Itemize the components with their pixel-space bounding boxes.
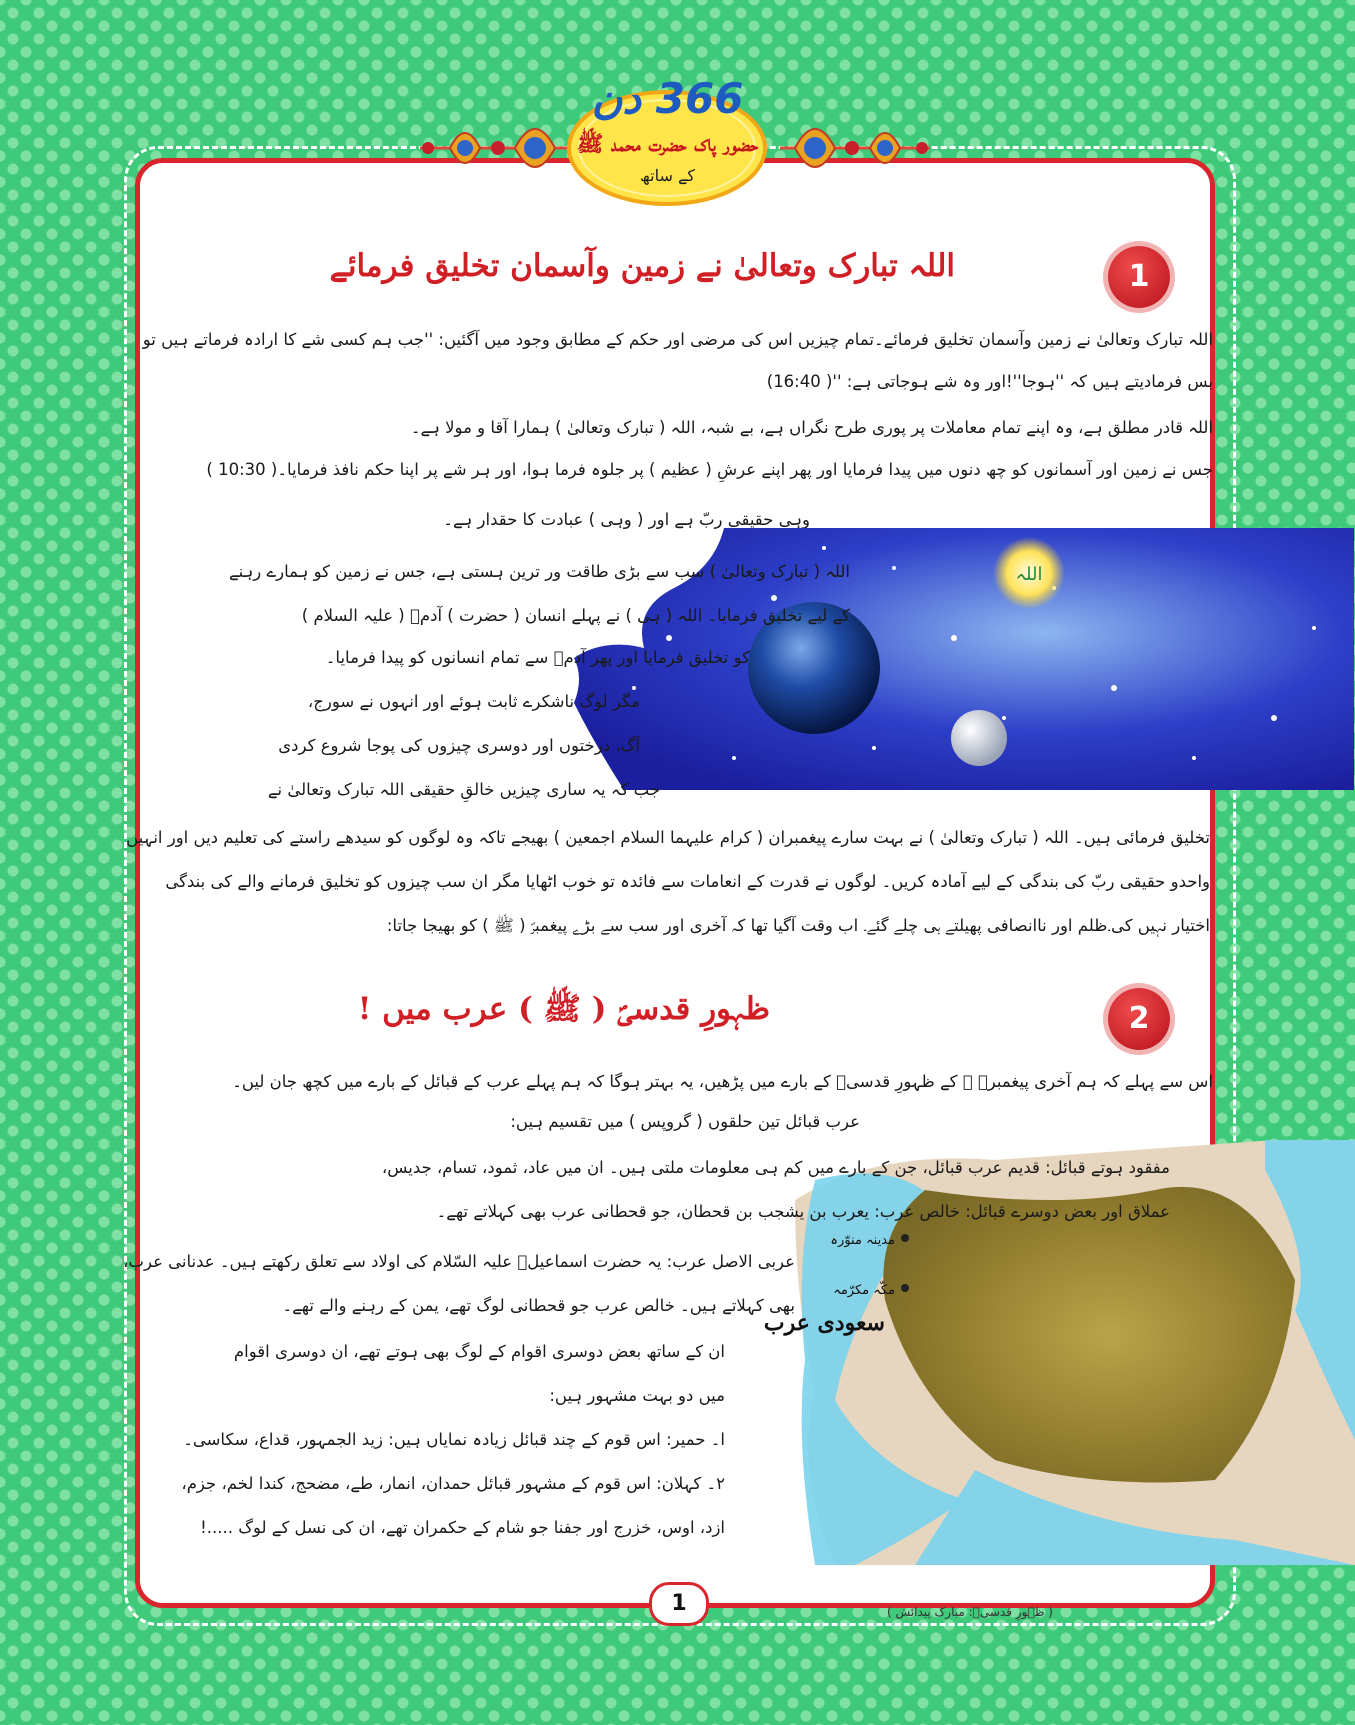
map-country-label: سعودی عرب (763, 1310, 885, 1336)
s2-line-4: عملاق اور بعض دوسرے قبائل: خالص عرب: یعرب بن یشجب بن قحطان، جو قحطانی عرب بھی کہلاتے تھے۔ (436, 1202, 1170, 1221)
badge-subtitle: کے ساتھ (640, 166, 695, 185)
s1-line-8: کو تخلیق فرمایا اور پھر آدمؑ سے تمام انسانوں کو پیدا فرمایا۔ (325, 648, 750, 667)
s1-line-11: جب کہ یہ ساری چیزیں خالقِ حقیقی اللہ تبارک وتعالیٰ نے (267, 780, 660, 799)
section-1-heading: اللہ تبارک وتعالیٰ نے زمین وآسمان تخلیق فرمائے (329, 248, 955, 284)
map-caption: ( ظہورِ قدسیؐ: مبارک پیدائش ) (887, 1605, 1053, 1619)
s2-line-3: مفقود ہوتے قبائل: قدیم عرب قبائل، جن کے بارے میں کم ہی معلومات ملتی ہیں۔ ان میں عاد، ثمود، تسام، جدیس، (381, 1158, 1170, 1177)
section-1-number: 1 (1108, 246, 1170, 308)
s2-line-7: ان کے ساتھ بعض دوسری اقوام کے لوگ بھی ہوتے تھے، ان دوسری اقوام (233, 1342, 725, 1361)
s1-line-4: جس نے زمین اور آسمانوں کو چھ دنوں میں پیدا فرمایا اور پھر اپنے عرشِ ( عظیم ) پر جلوہ فرما ہوا، اور ہر شے پر اپنا حکم نافذ فرمایا۔( 10:30 ) (206, 460, 1213, 479)
page-number: 1 (649, 1582, 709, 1626)
s1-line-2: بس فرمادیتے ہیں کہ ''ہوجا''!اور وہ شے ہوجاتی ہے: ''( 16:40) (766, 372, 1213, 391)
map-city-makkah: مکّہ مکرّمہ (833, 1283, 895, 1298)
s2-line-1: اس سے پہلے کہ ہم آخری پیغمبرؐ ﷺ کے ظہورِ قدسیؐ کے بارے میں پڑھیں، یہ بہتر ہوگا کہ ہم پہلے عرب کے قبائل کے بارے میں کچھ جان لیں۔ (232, 1072, 1213, 1091)
badge-title: حضور پاک حضرت محمد ﷺ (576, 131, 759, 157)
s1-line-9: مگر لوگ ناشکرے ثابت ہوئے اور انہوں نے سورج، (307, 692, 640, 711)
s2-line-11: ازد، اوس، خزرج اور جفنا جو شام کے حکمران تھے، ان کی نسل کے لوگ .....! (200, 1518, 725, 1537)
allah-label: اللہ (1015, 564, 1043, 585)
section-2-heading: ظہورِ قدسیؐ ( ﷺ ) عرب میں ! (357, 991, 770, 1027)
s2-line-9: ا۔ حمیر: اس قوم کے چند قبائل زیادہ نمایاں ہیں: زید الجمہور، قداع، سکاسی۔ (183, 1430, 725, 1449)
section-2-number: 2 (1108, 988, 1170, 1050)
s1-line-14: اختیار نہیں کی۔ظلم اور ناانصافی پھیلتے ہی چلے گئے۔ اب وقت آگیا تھا کہ آخری اور سب سے بڑے پیغمبرؐ ( ﷺ ) کو بھیجا جاتا: (386, 916, 1210, 935)
s2-line-2: عرب قبائل تین حلقوں ( گروپس ) میں تقسیم ہیں: (510, 1112, 860, 1131)
s1-line-6: اللہ ( تبارک وتعالیٰ ) سب سے بڑی طاقت ور ترین ہستی ہے، جس نے زمین کو ہمارے رہنے (228, 562, 850, 581)
s2-line-6: بھی کہلاتے ہیں۔ خالص عرب جو قحطانی لوگ تھے، یمن کے رہنے والے تھے۔ (282, 1296, 795, 1315)
s1-line-13: واحدو حقیقی ربّ کی بندگی کے لیے آمادہ کریں۔ لوگوں نے قدرت کے انعامات سے فائدہ تو خوب اٹھایا مگر ان سب چیزوں کو تخلیق فرمانے والے کی بندگی (165, 872, 1210, 891)
header-badge (565, 70, 770, 208)
left-ornament-icon (420, 110, 570, 186)
s2-line-10: ۲۔ کہلان: اس قوم کے مشہور قبائل حمدان، انمار، طے، مضحج، کندا لخم، جزم، (181, 1474, 725, 1493)
right-ornament-icon (780, 110, 930, 186)
days-label: 366 دن (591, 74, 744, 123)
s1-line-12: تخلیق فرمائی ہیں۔ اللہ ( تبارک وتعالیٰ ) نے بہت سارے پیغمبران ( کرام علیہما السلام اجمعین ) بھیجے تاکہ وہ لوگوں کو سیدھے راستے کی تعلیم دیں اور انہیں (126, 828, 1210, 847)
s2-line-8: میں دو بہت مشہور ہیں: (549, 1386, 725, 1405)
s1-line-1: اللہ تبارک وتعالیٰ نے زمین وآسمان تخلیق فرمائے۔تمام چیزیں اس کی مرضی اور حکم کے مطابق وجود میں آگئیں: ''جب ہم کسی شے کا ارادہ فرماتے ہیں تو (142, 330, 1213, 349)
s1-line-3: اللہ قادر مطلق ہے، وہ اپنے تمام معاملات پر پوری طرح نگراں ہے، بے شبہ، اللہ ( تبارک وتعالیٰ ) ہمارا آقا و مولا ہے۔ (410, 418, 1213, 437)
map-city-madina: مدینہ منوّرہ (830, 1233, 895, 1248)
s1-line-10: آگ، درختوں اور دوسری چیزوں کی پوجا شروع کردی (278, 736, 640, 755)
s1-line-7: کے لیے تخلیق فرمایا۔ اللہ ( ہی ) نے پہلے انسان ( حضرت ) آدمؑ ( علیہ السلام ) (301, 606, 850, 625)
s2-line-5: عربی الاصل عرب: یہ حضرت اسماعیلؑ علیہ السّلام کی اولاد سے تعلق رکھتے ہیں۔ عدنانی عرب، (123, 1252, 795, 1271)
s1-line-5: وہی حقیقی ربّ ہے اور ( وہی ) عبادت کا حقدار ہے۔ (443, 510, 810, 529)
